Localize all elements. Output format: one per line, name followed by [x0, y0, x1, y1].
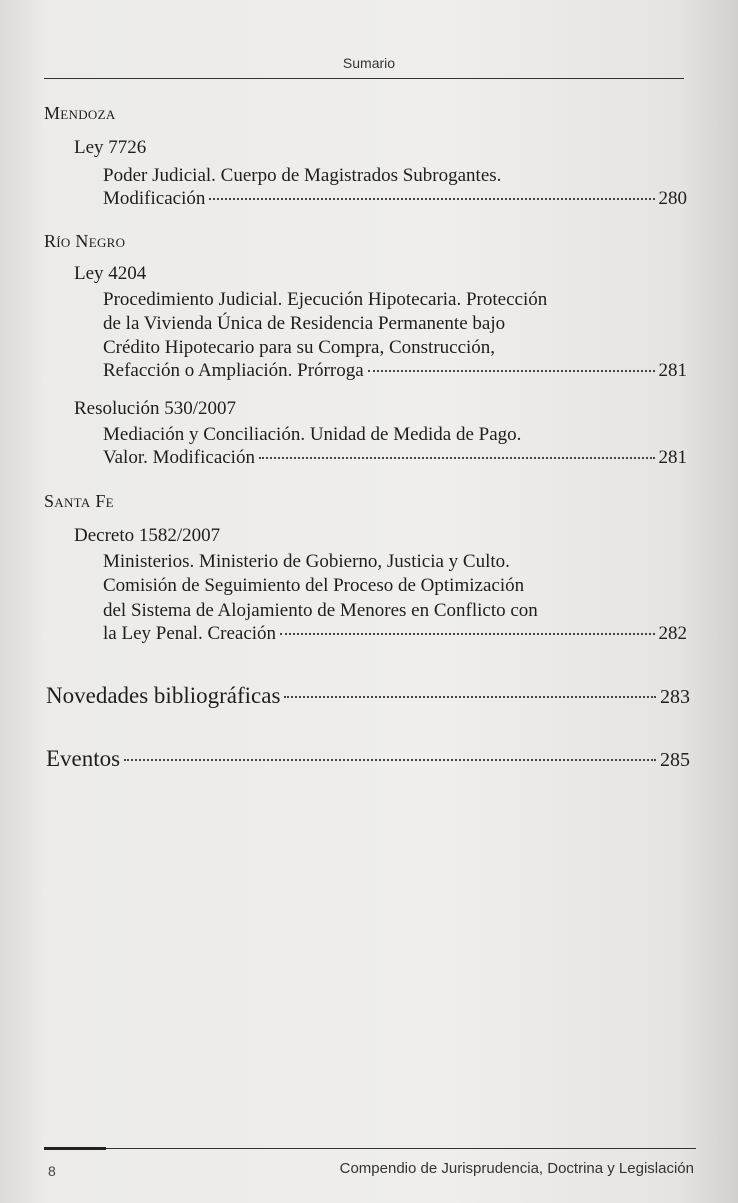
page-number: 283	[660, 686, 690, 708]
running-head: Sumario	[342, 55, 396, 71]
dot-leader	[284, 696, 656, 698]
entry-line: Valor. Modificación	[103, 447, 255, 468]
dot-leader	[209, 198, 654, 200]
toc-entry-resolucion-530-2007[interactable]	[103, 447, 687, 469]
page-number: 281	[658, 360, 687, 381]
norm-title: Resolución 530/2007	[74, 398, 237, 419]
publication-title: Compendio de Jurisprudencia, Doctrina y Legislación	[339, 1160, 694, 1177]
region-heading-rio-negro: Río Negro	[44, 231, 126, 251]
dot-leader	[368, 370, 655, 372]
dot-leader	[124, 759, 656, 761]
toc-entry-novedades-bibliograficas[interactable]	[46, 683, 690, 709]
dot-leader	[259, 457, 655, 459]
dot-leader	[280, 633, 654, 635]
footer-rule-accent	[44, 1147, 106, 1150]
entry-line: Ministerios. Ministerio de Gobierno, Justicia y Culto.	[103, 551, 510, 572]
entry-line: Crédito Hipotecario para su Compra, Construcción,	[103, 337, 496, 358]
norm-title: Ley 7726	[74, 137, 147, 158]
toc-entry-ley-7726[interactable]	[103, 188, 687, 210]
entry-line: Mediación y Conciliación. Unidad de Medida de Pago.	[103, 424, 522, 445]
toc-entry-eventos[interactable]	[46, 746, 690, 772]
entry-line: Poder Judicial. Cuerpo de Magistrados Subrogantes.	[103, 165, 502, 186]
section-title: Eventos	[46, 746, 121, 771]
toc-entry-decreto-1582-2007[interactable]	[103, 623, 687, 645]
page-number: 285	[660, 749, 690, 771]
folio-number: 8	[48, 1163, 56, 1179]
region-heading-santa-fe: Santa Fe	[44, 491, 114, 511]
entry-line: Refacción o Ampliación. Prórroga	[103, 360, 364, 381]
page-number: 281	[658, 447, 687, 468]
norm-title: Ley 4204	[74, 263, 147, 284]
page-number: 280	[658, 188, 687, 209]
section-title: Novedades bibliográficas	[46, 683, 281, 708]
entry-line: del Sistema de Alojamiento de Menores en Conflicto con	[103, 600, 538, 621]
norm-title: Decreto 1582/2007	[74, 525, 221, 546]
entry-line: Procedimiento Judicial. Ejecución Hipotecaria. Protección	[103, 289, 548, 310]
header-rule	[44, 78, 684, 79]
entry-line: Comisión de Seguimiento del Proceso de Optimización	[103, 575, 525, 596]
footer-rule	[44, 1148, 696, 1149]
entry-line: la Ley Penal. Creación	[103, 623, 277, 644]
page-number: 282	[658, 623, 687, 644]
entry-line: de la Vivienda Única de Residencia Permanente bajo	[103, 313, 506, 334]
region-heading-mendoza: Mendoza	[44, 103, 116, 123]
toc-entry-ley-4204[interactable]	[103, 360, 687, 382]
entry-line: Modificación	[103, 188, 206, 209]
